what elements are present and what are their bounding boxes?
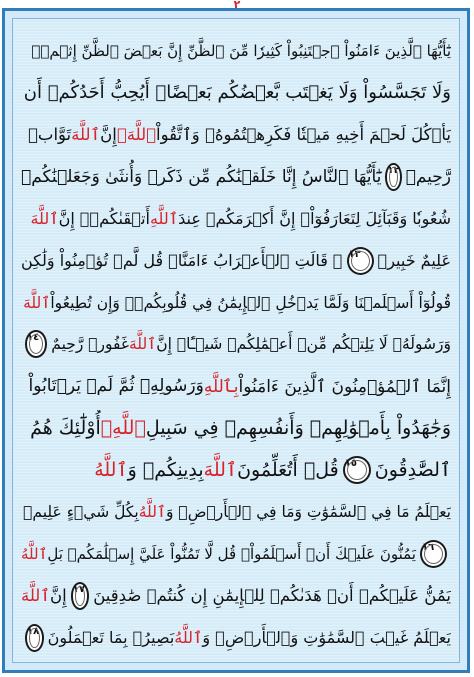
verse-line [21,33,451,69]
verse-text: إِنَّ [100,125,117,145]
verse-text: بَصِيرُۢ بِمَا تَعۡمَلُونَ [47,628,175,648]
verse-text: وَلَا تَجَسَّسُواْ وَلَا يَغۡتَب بَّعۡضُكُم بَعۡضًاۚ أَيُحِبُّ أَحَدُكُمۡ أَن [23,82,451,104]
verse-line [21,326,451,362]
verse-line [21,410,451,446]
text-panel [12,18,460,663]
verse-text: وَرَسُولِهِۦ ثُمَّ لَمۡ يَرۡتَابُواْ [28,376,204,397]
divine-name-text: ٱللَّهُ [138,503,166,522]
verse-text: بِدِينِكُمۡ وَ [127,459,204,482]
verse-text: يَعۡلَمُ مَا فِي ٱلسَّمَٰوَٰتِ وَمَا فِي ٱلۡأَرۡضِۚ وَ [166,503,451,522]
divine-name-text: ٱللَّهَ [71,125,101,145]
divine-name-text: بِٱللَّهِ [203,376,239,397]
ayah-number-marker: ١٥ [343,456,371,484]
divine-name-text: ٱللَّهَ [129,335,157,354]
ayah-number-marker: ١٤ [25,330,47,358]
divine-name-text: ٱللَّهَ [203,459,238,482]
divine-name-text: ٱللَّهِۚ [100,417,146,440]
ayah-number-marker: ١٣ [347,247,374,275]
verse-text: رَّحِيمٞ [405,166,451,187]
ayah-number-marker: ١٢ [385,163,401,191]
verse-line [21,536,451,572]
verse-line [21,75,451,111]
verse-text: قُلۡ أَتُعَلِّمُونَ [237,459,339,482]
verse-text: يَأۡكُلَ لَحۡمَ أَخِيهِ مَيۡتٗا فَكَرِهۡتُمُوهُۚ وَٱتَّقُواْ [156,125,451,145]
verse-text: عَلِيمٌ خَبِيرٞ [377,251,451,271]
verse-line [21,578,451,614]
divine-name-text: ٱللَّهُ [174,628,203,648]
divine-name-text: ٱللَّهُ [21,545,48,564]
verse-text: قُولُوٓاْ أَسۡلَمۡنَا وَلَمَّا يَدۡخُلِ ٱلۡإِيمَٰنُ فِي قُلُوبِكُمۡۖ وَإِن تُطِيعُواْ [50,293,451,312]
ayah-number-marker: ١٧ [71,582,90,610]
divine-name-text: ٱللَّهِ [149,209,179,229]
verse-text: وَرَسُولَهُۥ لَا يَلِتۡكُم مِّنۡ أَعۡمَٰلِكُمۡ شَيۡـًٔاۚ إِنَّ [156,335,451,354]
verse-text: ۞ قَالَتِ ٱلۡأَعۡرَابُ ءَامَنَّاۖ قُل لَّمۡ تُؤۡمِنُواْ وَلَٰكِن [21,251,343,271]
verse-text: يَعۡلَمُ غَيۡبَ ٱلسَّمَٰوَٰتِ وَٱلۡأَرۡضِۚ وَ [202,628,451,648]
verse-text: يَمُنُّ عَلَيۡكُمۡ أَنۡ هَدَىٰكُمۡ لِلۡإِيمَٰنِ إِن كُنتُمۡ صَٰدِقِينَ [93,586,451,606]
divine-name-text: ٱللَّهَۚ [116,125,157,145]
verse-text: غَفُورٞ رَّحِيمٌ [51,335,129,354]
verse-text: شُعُوبٗا وَقَبَآئِلَ لِتَعَارَفُوٓاْۚ إِنَّ أَكۡرَمَكُمۡ عِندَ [178,209,451,229]
verse-text: أُوْلَٰٓئِكَ هُمُ [30,417,101,440]
divine-name-text: ٱللَّهَ [30,209,59,229]
verse-line [21,494,451,530]
verse-text: تَوَّابٞ [28,125,72,145]
verse-line [21,285,451,321]
divine-name-text: ٱللَّهُ [94,459,128,482]
verse-text: وَجَٰهَدُواْ بِأَمۡوَٰلِهِمۡ وَأَنفُسِهِمۡ فِي سَبِيلِ [145,417,451,440]
verse-text: يَمُنُّونَ عَلَيۡكَ أَنۡ أَسۡلَمُواْۖ قُل لَّا تَمُنُّواْ عَلَيَّ إِسۡلَٰمَكُمۖ بَلِ [47,545,416,564]
ayah-number-marker: ١٨ [25,624,44,652]
verse-text: إِنَّمَا ٱلۡمُؤۡمِنُونَ ٱلَّذِينَ ءَامَنُواْ [238,376,451,397]
verse-text: بِكُلِّ شَيۡءٍ عَلِيمٞ [23,503,139,522]
page-number: ٢ [233,0,241,11]
verse-line [21,201,451,237]
verse-line [21,117,451,153]
divine-name-text: ٱللَّهَ [23,293,51,312]
divine-name-text: ٱللَّهَ [21,586,51,606]
verse-text: يَٰٓأَيُّهَا ٱلَّذِينَ ءَامَنُواْ ٱجۡتَنِبُواْ كَثِيرٗا مِّنَ ٱلظَّنِّ إِنَّ بَعۡضَ ٱلظَّنِّ إِثۡمٞۖ [31,42,451,60]
verse-text: يَٰٓأَيُّهَا ٱلنَّاسُ إِنَّا خَلَقۡنَٰكُم مِّن ذَكَرٖ وَأُنثَىٰ وَجَعَلۡنَٰكُمۡ [21,166,382,187]
verse-text: إِنَّ [50,586,67,606]
ayah-number-marker: ١٦ [420,540,447,568]
verse-lines [21,33,451,656]
verse-text: أَتۡقَىٰكُمۡۚ إِنَّ [58,209,150,229]
verse-line [21,368,451,404]
verse-line [21,452,451,488]
page-frame [2,8,470,673]
verse-line [21,243,451,279]
verse-line [21,620,451,656]
verse-text: ٱلصَّٰدِقُونَ [374,459,451,482]
verse-line [21,159,451,195]
